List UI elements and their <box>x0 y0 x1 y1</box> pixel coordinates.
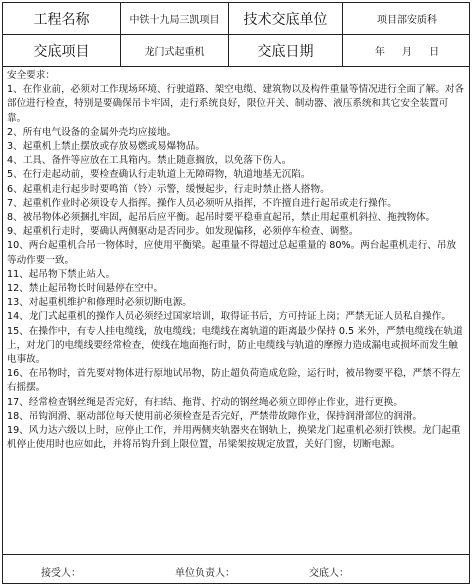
item-value: 龙门式起重机 <box>121 35 229 66</box>
unit-leader-label: 单位负责人： <box>175 568 235 579</box>
date-value: 年 月 日 <box>374 47 440 58</box>
requirement-item: 13、对起重机维护和修理时必须切断电源。 <box>7 297 192 309</box>
signature-row <box>3 555 469 584</box>
unit-value: 项目部安质科 <box>377 15 437 26</box>
requirement-item: 7、起重机作业时必须设专人指挥。操作人员必须听从指挥，不许擅自进行起吊或走行操作。 <box>7 197 397 209</box>
requirement-item: 3、起重机上禁止摆放或存放易燃或易爆物品。 <box>7 141 205 153</box>
project-name-value: 中铁十九局三凯项目 <box>121 3 229 34</box>
date-label: 交底日期 <box>229 35 343 66</box>
requirement-item: 10、两台起重机合吊一物体时，应使用平衡梁。起重量不得超过总起重量的 80%。两台起重机走行、吊放等动作要一致。 <box>7 240 457 266</box>
requirement-item: 18、吊钩润滑、驱动部位每天使用前必须检查是否完好，严禁带故障作业，保持润滑部位的润滑。 <box>7 410 423 422</box>
requirement-item: 12、禁止起吊物长时间悬停在空中。 <box>7 283 164 295</box>
requirement-item: 5、在行走起动前，要检查确认行走轨道上无障碍物，轨道地基无沉陷。 <box>7 169 311 181</box>
requirement-item: 14、龙门式起重机的操作人员必须经过国家培训，取得证书后，方可持证上岗；严禁无证人员私自操作。 <box>7 311 451 323</box>
safety-requirements <box>3 67 469 555</box>
requirement-item: 16、在吊物时，首先要对物体进行原地试吊物，防止超负荷造成危险，运行时，被吊物要平稳，严禁不得左右摇摆。 <box>7 368 461 394</box>
receiver-label: 接受人： <box>41 568 81 579</box>
requirement-item: 9、起重机行走时，要确认两侧驱动是否同步。如发现偏移，必须停车检查、调整。 <box>7 226 359 238</box>
header-row-1 <box>3 3 469 35</box>
disclosure-form <box>2 2 470 584</box>
requirement-item: 11、起吊物下禁止站人。 <box>7 268 116 280</box>
requirement-item: 4、工具、备件等应放在工具箱内。禁止随意搁放，以免落下伤人。 <box>7 155 292 167</box>
requirement-item: 15、在操作中，有专人挂电缆线，放电缆线；电缆线在离轨道的距离最少保持 0.5 米外，严禁电缆线在轨道上，对龙门的电缆线要经常检查，使线在地面拖行时，防止电缆线与轨道的摩擦力造成漏电或损坏而发生触电事故。 <box>7 325 463 366</box>
presenter-label: 交底人： <box>309 568 349 579</box>
requirement-item: 6、起重机走行起步时要鸣笛（铃）示警，缓慢起步，行走时禁止搭人搭物。 <box>7 183 330 195</box>
header-row-2 <box>3 35 469 67</box>
requirement-item: 8、被吊物体必须捆扎牢固，起吊后应平衡。起吊时要平稳垂直起吊，禁止用起重机斜拉、拖拽物体。 <box>7 212 436 224</box>
requirement-item: 2、所有电气设备的金属外壳均应接地。 <box>7 126 177 138</box>
project-name-label: 工程名称 <box>3 3 121 34</box>
item-label: 交底项目 <box>3 35 121 66</box>
requirements-heading: 安全要求： <box>7 70 55 81</box>
requirement-item: 17、经常检查钢丝绳是否完好，有扫结、拖背、拧动的钢丝绳必须立即停止作业，进行更换。 <box>7 396 403 408</box>
requirement-item: 1、在作业前，必须对工作现场环境、行驶道路、架空电缆、建筑物以及构件重量等情况进行全面了解。对各部位进行检查，特别是要确保吊卡牢固，走行系统良好，限位开关、制动器、液压系统和其它安全装置可靠。 <box>7 84 465 124</box>
unit-label: 技术交底单位 <box>229 3 343 34</box>
requirement-item: 19、风力达六级以上时，应停止工作，并用两侧夹轨器夹在钢轨上，换梁龙门起重机必须打铁楔。龙门起重机停止使用时也应如此，并将吊钩升到上限位置，吊梁架按规定放置，关好门窗，切断电源。 <box>7 425 461 451</box>
